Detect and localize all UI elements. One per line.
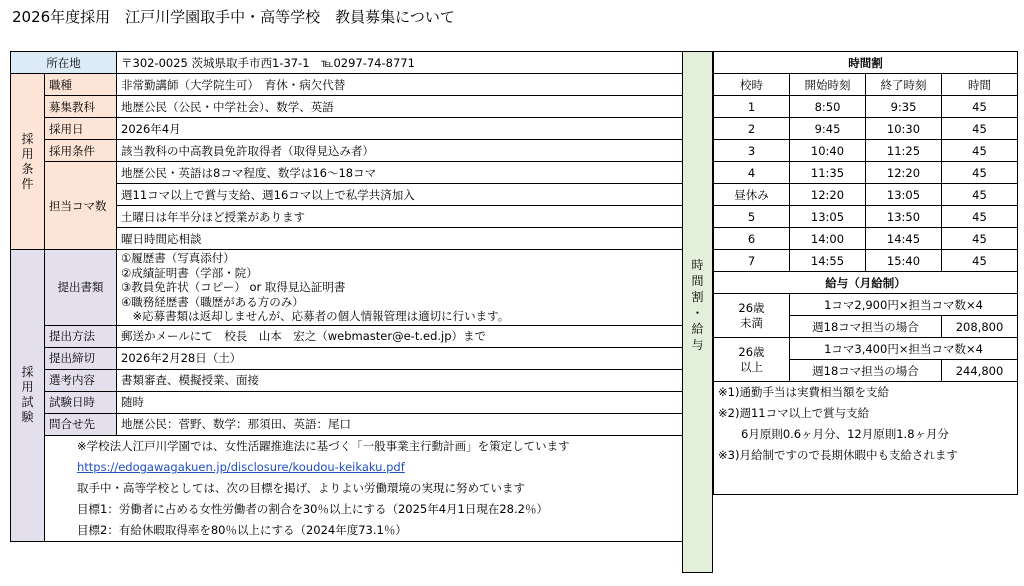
deadline-label: 提出締切 — [45, 347, 117, 369]
end-cell: 13:50 — [866, 206, 942, 228]
note-link-line — [45, 457, 682, 478]
start-cell: 11:35 — [790, 162, 866, 184]
plan-link[interactable]: https://edogawagakuen.jp/disclosure/koudou-keikaku.pdf — [77, 459, 405, 474]
selection-label: 選考内容 — [45, 369, 117, 391]
over26-formula: 1コマ3,400円×担当コマ数×4 — [790, 338, 1018, 360]
duration-cell: 45 — [942, 250, 1018, 272]
job-label: 職種 — [45, 74, 117, 96]
subject-value: 地歴公民（公民・中学社会）、数学、英語 — [117, 96, 683, 118]
salary-title: 給与（月給制） — [714, 272, 1018, 294]
timetable-salary-side-label — [682, 51, 713, 573]
period-cell: 2 — [714, 118, 790, 140]
under26-case: 週18コマ担当の場合 — [790, 316, 942, 338]
duration-cell: 45 — [942, 140, 1018, 162]
salary-notes — [714, 382, 1018, 495]
periods-value-4: 曜日時間応相談 — [117, 228, 683, 250]
duration-cell: 45 — [942, 228, 1018, 250]
start-cell: 10:40 — [790, 140, 866, 162]
exam-date-label: 試験日時 — [45, 391, 117, 413]
timetable-title: 時間割 — [714, 52, 1018, 74]
job-value: 非常勤講師（大学院生可） 育休・病欠代替 — [117, 74, 683, 96]
under26-formula: 1コマ2,900円×担当コマ数×4 — [790, 294, 1018, 316]
start-cell: 12:20 — [790, 184, 866, 206]
duration-cell: 45 — [942, 96, 1018, 118]
periods-value-1: 地歴公民・英語は8コマ程度、数学は16～18コマ — [117, 162, 683, 184]
under26-amount: 208,800 — [942, 316, 1018, 338]
duration-cell: 45 — [942, 184, 1018, 206]
start-cell: 14:00 — [790, 228, 866, 250]
timetable-row — [714, 162, 1018, 184]
documents-list — [117, 250, 683, 326]
over26-case: 週18コマ担当の場合 — [790, 360, 942, 382]
selection-value: 書類審査、模擬授業、面接 — [117, 369, 683, 391]
document-note: ※応募書類は返却しませんが、応募者の個人情報管理は適切に行います。 — [121, 309, 510, 324]
note-line: 取手中・高等学校としては、次の目標を掲げ、よりよい労働環境の実現に努めています — [77, 480, 526, 495]
end-cell: 15:40 — [866, 250, 942, 272]
document-item: ③教員免許状（コピー） or 取得見込証明書 — [121, 280, 346, 295]
period-cell: 3 — [714, 140, 790, 162]
salary-note: ※1)通勤手当は実費相当額を支給 — [718, 385, 889, 399]
end-cell: 9:35 — [866, 96, 942, 118]
col-header-duration: 時間 — [942, 74, 1018, 96]
period-cell: 6 — [714, 228, 790, 250]
contact-value: 地歴公民：菅野、数学：那須田、英語：尾口 — [117, 413, 683, 435]
end-cell: 11:25 — [866, 140, 942, 162]
document-item: ④職務経歴書（職歴がある方のみ） — [121, 294, 304, 309]
duration-cell: 45 — [942, 118, 1018, 140]
documents-label: 提出書類 — [45, 250, 117, 326]
timetable-row — [714, 228, 1018, 250]
recruitment-table — [10, 51, 683, 542]
salary-note: ※3)月給制ですので長期休暇中も支給されます — [718, 448, 958, 462]
location-value: 〒302-0025 茨城県取手市西1-37-1 ℡0297-74-8771 — [117, 52, 683, 74]
note-line: 目標2：有給休暇取得率を80％以上にする（2024年度73.1％） — [77, 522, 407, 537]
location-row — [11, 52, 683, 74]
timetable-row — [714, 206, 1018, 228]
col-header-start: 開始時刻 — [790, 74, 866, 96]
end-cell: 14:45 — [866, 228, 942, 250]
periods-value-3: 土曜日は年半分ほど授業があります — [117, 206, 683, 228]
over26-label: 26歳 以上 — [714, 338, 790, 382]
periods-label: 担当コマ数 — [45, 162, 117, 250]
period-cell: 5 — [714, 206, 790, 228]
document-item: ②成績証明書（学部・院） — [121, 265, 258, 280]
period-cell: 4 — [714, 162, 790, 184]
period-cell: 7 — [714, 250, 790, 272]
timetable-header-row — [714, 74, 1018, 96]
side-label-text: 時 間 割 ・ 給 与 — [691, 258, 704, 352]
contact-label: 問合せ先 — [45, 413, 117, 435]
exam-section-label: 採 用 試 験 — [11, 250, 45, 542]
document-item: ①履歴書（写真添付） — [121, 251, 235, 265]
method-label: 提出方法 — [45, 325, 117, 347]
timetable-row — [714, 184, 1018, 206]
start-cell: 13:05 — [790, 206, 866, 228]
col-header-end: 終了時刻 — [866, 74, 942, 96]
hire-date-label: 採用日 — [45, 118, 117, 140]
col-header-period: 校時 — [714, 74, 790, 96]
notes-block — [45, 435, 683, 541]
note-line: ※学校法人江戸川学園では、女性活躍推進法に基づく「一般事業主行動計画」を策定しています — [77, 438, 570, 453]
subject-label: 募集教科 — [45, 96, 117, 118]
requirement-value: 該当教科の中高教員免許取得者（取得見込み者） — [117, 140, 683, 162]
period-cell: 昼休み — [714, 184, 790, 206]
end-cell: 13:05 — [866, 184, 942, 206]
under26-label: 26歳 未満 — [714, 294, 790, 338]
timetable-row — [714, 140, 1018, 162]
hire-date-value: 2026年4月 — [117, 118, 683, 140]
method-value: 郵送かメールにて 校長 山本 宏之（webmaster@e-t.ed.jp）まで — [117, 325, 683, 347]
end-cell: 12:20 — [866, 162, 942, 184]
start-cell: 14:55 — [790, 250, 866, 272]
exam-date-value: 随時 — [117, 391, 683, 413]
page-title: 2026年度採用 江戸川学園取手中・高等学校 教員募集について — [12, 8, 455, 26]
timetable-row — [714, 118, 1018, 140]
timetable-row — [714, 96, 1018, 118]
timetable-row — [714, 250, 1018, 272]
start-cell: 8:50 — [790, 96, 866, 118]
salary-note: 6月原則0.6ヶ月分、12月原則1.8ヶ月分 — [718, 427, 950, 441]
conditions-section-label: 採 用 条 件 — [11, 74, 45, 250]
requirement-label: 採用条件 — [45, 140, 117, 162]
location-label: 所在地 — [11, 52, 117, 74]
deadline-value: 2026年2月28日（土） — [117, 347, 683, 369]
over26-amount: 244,800 — [942, 360, 1018, 382]
start-cell: 9:45 — [790, 118, 866, 140]
timetable-salary-table — [713, 51, 1018, 495]
periods-value-2: 週11コマ以上で賞与支給、週16コマ以上で私学共済加入 — [117, 184, 683, 206]
salary-note: ※2)週11コマ以上で賞与支給 — [718, 406, 870, 420]
duration-cell: 45 — [942, 162, 1018, 184]
note-line: 目標1：労働者に占める女性労働者の割合を30％以上にする（2025年4月1日現在28.2％） — [77, 501, 548, 516]
salary-notes-spacer — [714, 466, 1017, 494]
duration-cell: 45 — [942, 206, 1018, 228]
period-cell: 1 — [714, 96, 790, 118]
end-cell: 10:30 — [866, 118, 942, 140]
